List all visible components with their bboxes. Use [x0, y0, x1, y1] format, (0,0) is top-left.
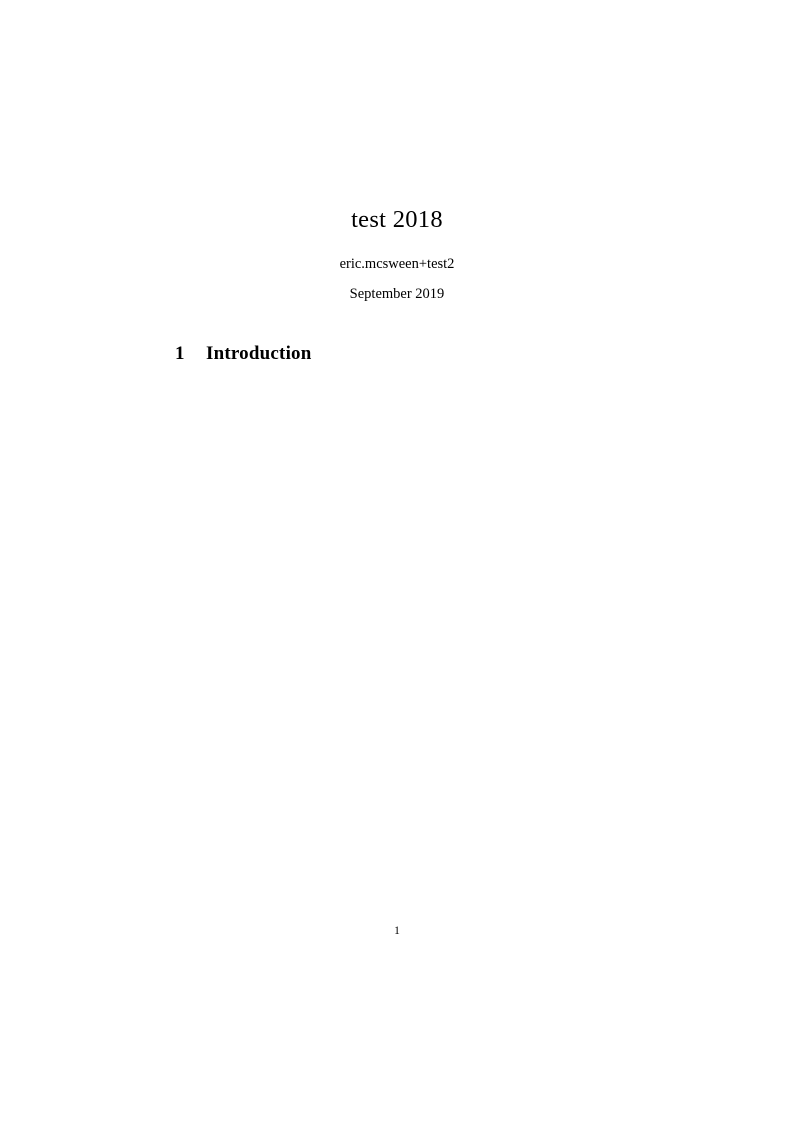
title-block	[0, 205, 794, 303]
page-number: 1	[394, 925, 400, 937]
document-title: test 2018	[351, 206, 443, 233]
document-author: eric.mcsween+test2	[339, 256, 455, 273]
section-heading-introduction	[175, 343, 312, 365]
document-date: September 2019	[349, 285, 445, 302]
section-number: 1	[175, 343, 185, 364]
section-title: Introduction	[206, 343, 312, 364]
